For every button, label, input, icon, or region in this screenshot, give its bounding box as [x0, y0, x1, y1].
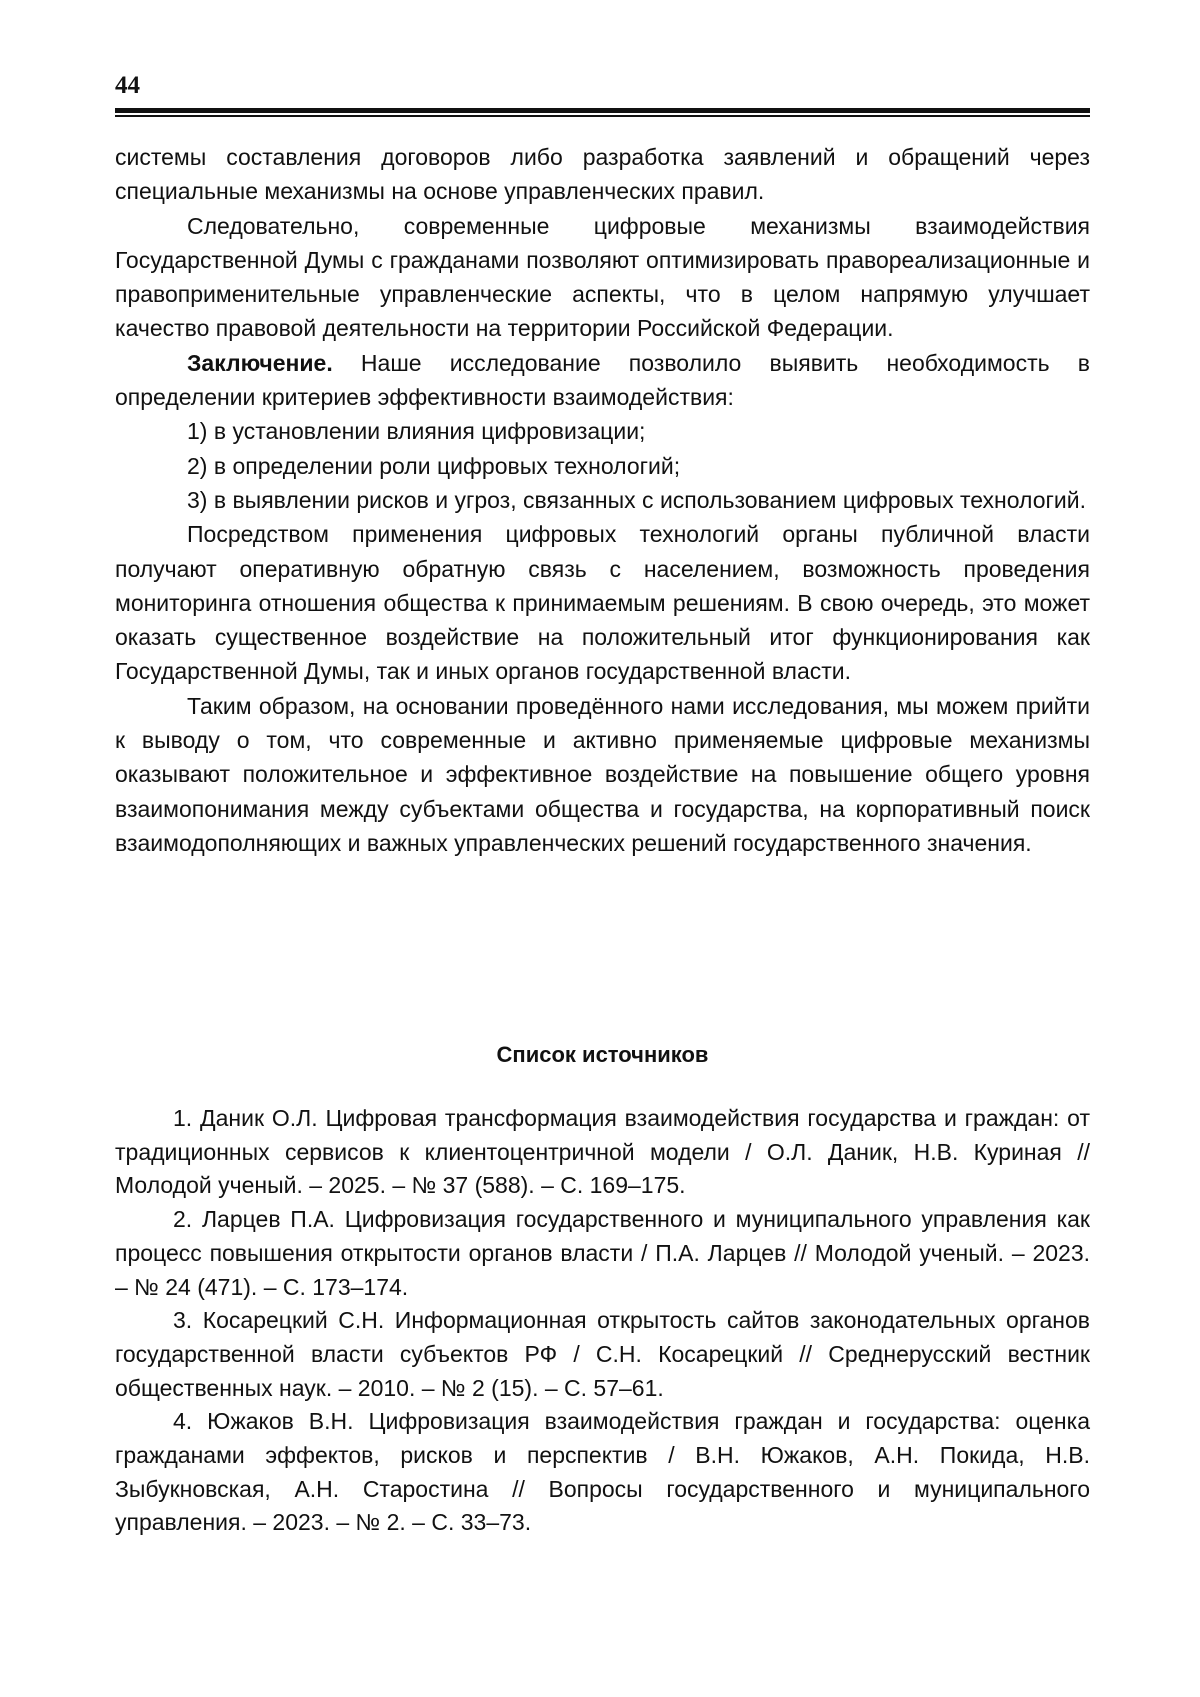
references-title: Список источников	[496, 1042, 709, 1067]
list-item: 1) в установлении влияния цифровизации;	[187, 418, 646, 445]
reference-item: 2. Ларцев П.А. Цифровизация государственного и муниципального управления как процесс повышения открытости органов власти / П.А. Ларцев // Молодой ученый. – 2023. – № 24 (471). – С. 173–174.	[115, 1206, 1090, 1300]
paragraph-conclusion	[115, 346, 1090, 415]
references-list	[115, 1102, 1090, 1540]
paragraph-summary: Таким образом, на основании проведённого нами исследования, мы можем прийти к выводу о том, что современные и активно применяемые цифровые механизмы оказывают положительное и эффективное воздействие на повышение общего уровня взаимопонимания между субъектами общества и государства, на корпоративный поиск взаимодополняющих и важных управленческих решений государственного значения.	[115, 692, 1090, 856]
page-number: 44	[115, 72, 140, 99]
list-item: 3) в выявлении рисков и угроз, связанных с использованием цифровых технологий.	[187, 486, 1086, 513]
conclusion-label: Заключение.	[187, 349, 333, 376]
list-item: 2) в определении роли цифровых технологий;	[187, 452, 681, 479]
paragraph-continuation: системы составления договоров либо разработка заявлений и обращений через специальные механизмы на основе управленческих правил.	[115, 144, 1090, 205]
header-rule-thin	[115, 115, 1090, 117]
header-rule-thick	[115, 108, 1090, 113]
conclusion-text: Наше исследование позволило выявить необходимость в определении критериев эффективности взаимодействия:	[115, 349, 1090, 411]
reference-item: 4. Южаков В.Н. Цифровизация взаимодействия граждан и государства: оценка гражданами эффектов, рисков и перспектив / В.Н. Южаков, А.Н. Покида, Н.В. Зыбукновская, А.Н. Старостина // Вопросы государственного и муниципального управления. – 2023. – № 2. – С. 33–73.	[115, 1408, 1090, 1536]
paragraph-consequently: Следовательно, современные цифровые механизмы взаимодействия Государственной Думы с гражданами позволяют оптимизировать правореализационные и правоприменительные управленческие аспекты, что в целом напрямую улучшает качество правовой деятельности на территории Российской Федерации.	[115, 212, 1090, 342]
page-header	[115, 72, 1090, 100]
reference-item: 3. Косарецкий С.Н. Информационная открытость сайтов законодательных органов государственной власти субъектов РФ / С.Н. Косарецкий // Среднерусский вестник общественных наук. – 2010. – № 2 (15). – С. 57–61.	[115, 1307, 1090, 1401]
body-text	[115, 140, 1090, 860]
reference-item: 1. Даник О.Л. Цифровая трансформация взаимодействия государства и граждан: от традиционных сервисов к клиентоцентричной модели / О.Л. Даник, Н.В. Куриная // Молодой ученый. – 2025. – № 37 (588). – С. 169–175.	[115, 1105, 1090, 1199]
paragraph-digital-tech: Посредством применения цифровых технологий органы публичной власти получают оперативную обратную связь с населением, возможность проведения мониторинга отношения общества к принимаемым решениям. В свою очередь, это может оказать существенное воздействие на положительный итог функционирования как Государственной Думы, так и иных органов государственной власти.	[115, 521, 1090, 685]
